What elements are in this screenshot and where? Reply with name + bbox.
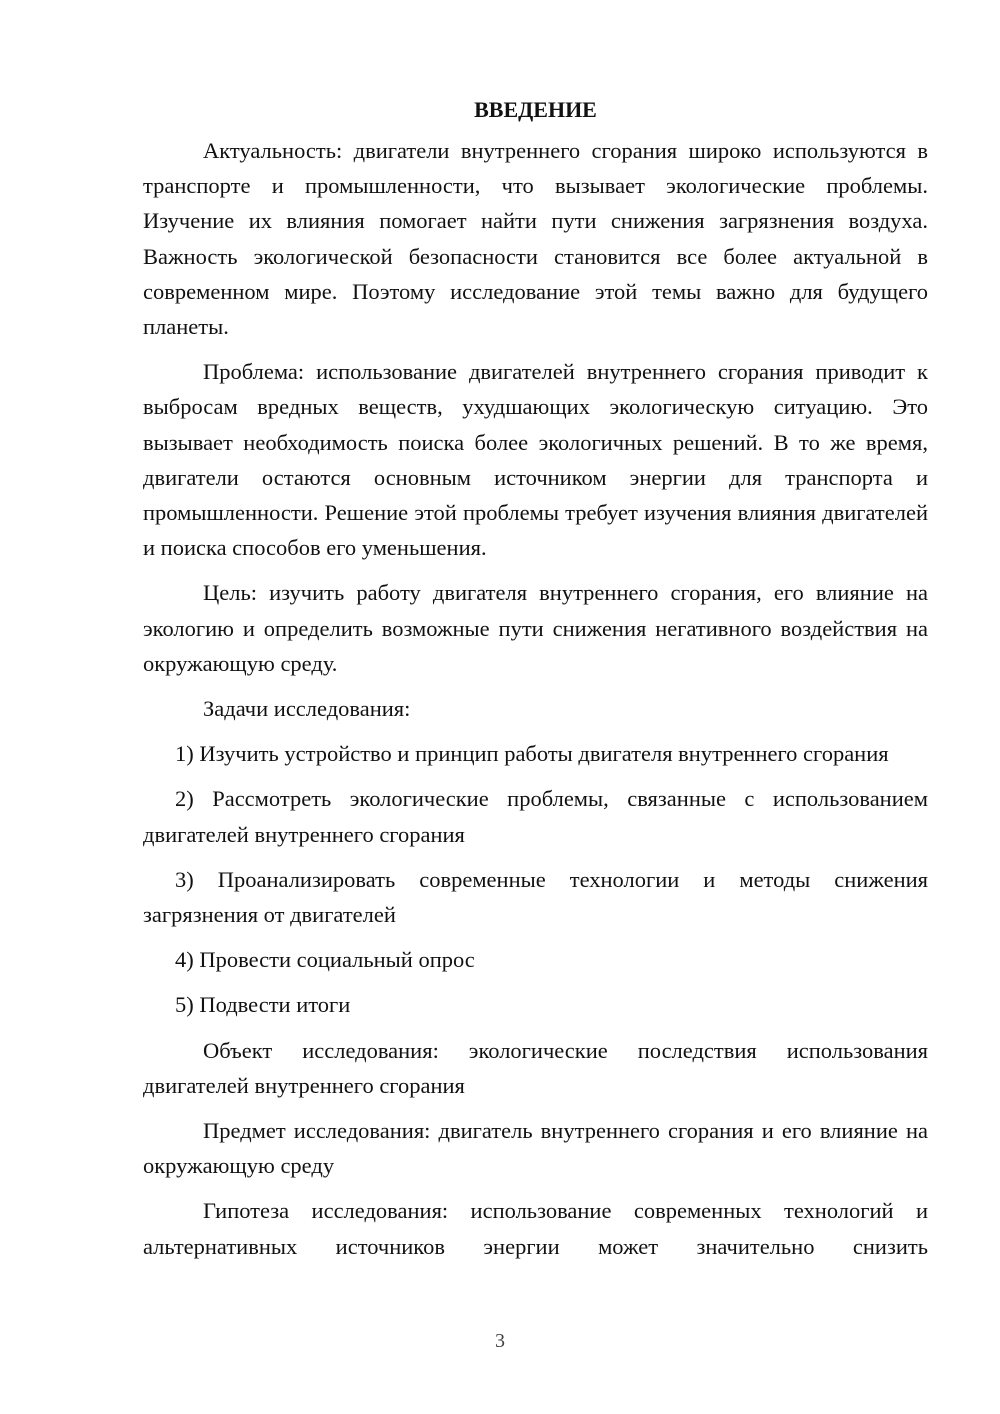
subject-paragraph: Предмет исследования: двигатель внутреннего сгорания и его влияние на окружающую среду [143, 1118, 928, 1179]
task-item: 4) Провести социальный опрос [175, 947, 475, 973]
problem-paragraph: Проблема: использование двигателей внутреннего сгорания приводит к выбросам вредных веществ, ухудшающих экологическую ситуацию. Это вызывает необходимость поиска более экологичных решений. В то же время, двигатели остаются основным источником энергии для транспорта и промышленности. Решение этой проблемы требует изучения влияния двигателей и поиска способов его уменьшения. [143, 359, 928, 561]
task-item: 1) Изучить устройство и принцип работы двигателя внутреннего сгорания [175, 741, 889, 767]
task-item: 5) Подвести итоги [175, 992, 351, 1018]
hypothesis-paragraph: Гипотеза исследования: использование современных технологий и альтернативных источников энергии может значительно снизить [143, 1198, 928, 1259]
section-title: ВВЕДЕНИЕ [474, 97, 597, 122]
tasks-heading: Задачи исследования: [203, 696, 411, 722]
object-paragraph: Объект исследования: экологические последствия использования двигателей внутреннего сгорания [143, 1037, 928, 1098]
page-number: 3 [495, 1330, 505, 1352]
task-item: 2) Рассмотреть экологические проблемы, связанные с использованием двигателей внутреннего сгорания [143, 786, 928, 847]
goal-paragraph: Цель: изучить работу двигателя внутреннего сгорания, его влияние на экологию и определить возможные пути снижения негативного воздействия на окружающую среду. [143, 580, 928, 676]
document-page [143, 92, 928, 1264]
relevance-paragraph: Актуальность: двигатели внутреннего сгорания широко используются в транспорте и промышленности, что вызывает экологические проблемы. Изучение их влияния помогает найти пути снижения загрязнения воздуха. Важность экологической безопасности становится все более актуальной в современном мире. Поэтому исследование этой темы важно для будущего планеты. [143, 138, 928, 340]
task-item: 3) Проанализировать современные технологии и методы снижения загрязнения от двигателей [143, 866, 928, 928]
